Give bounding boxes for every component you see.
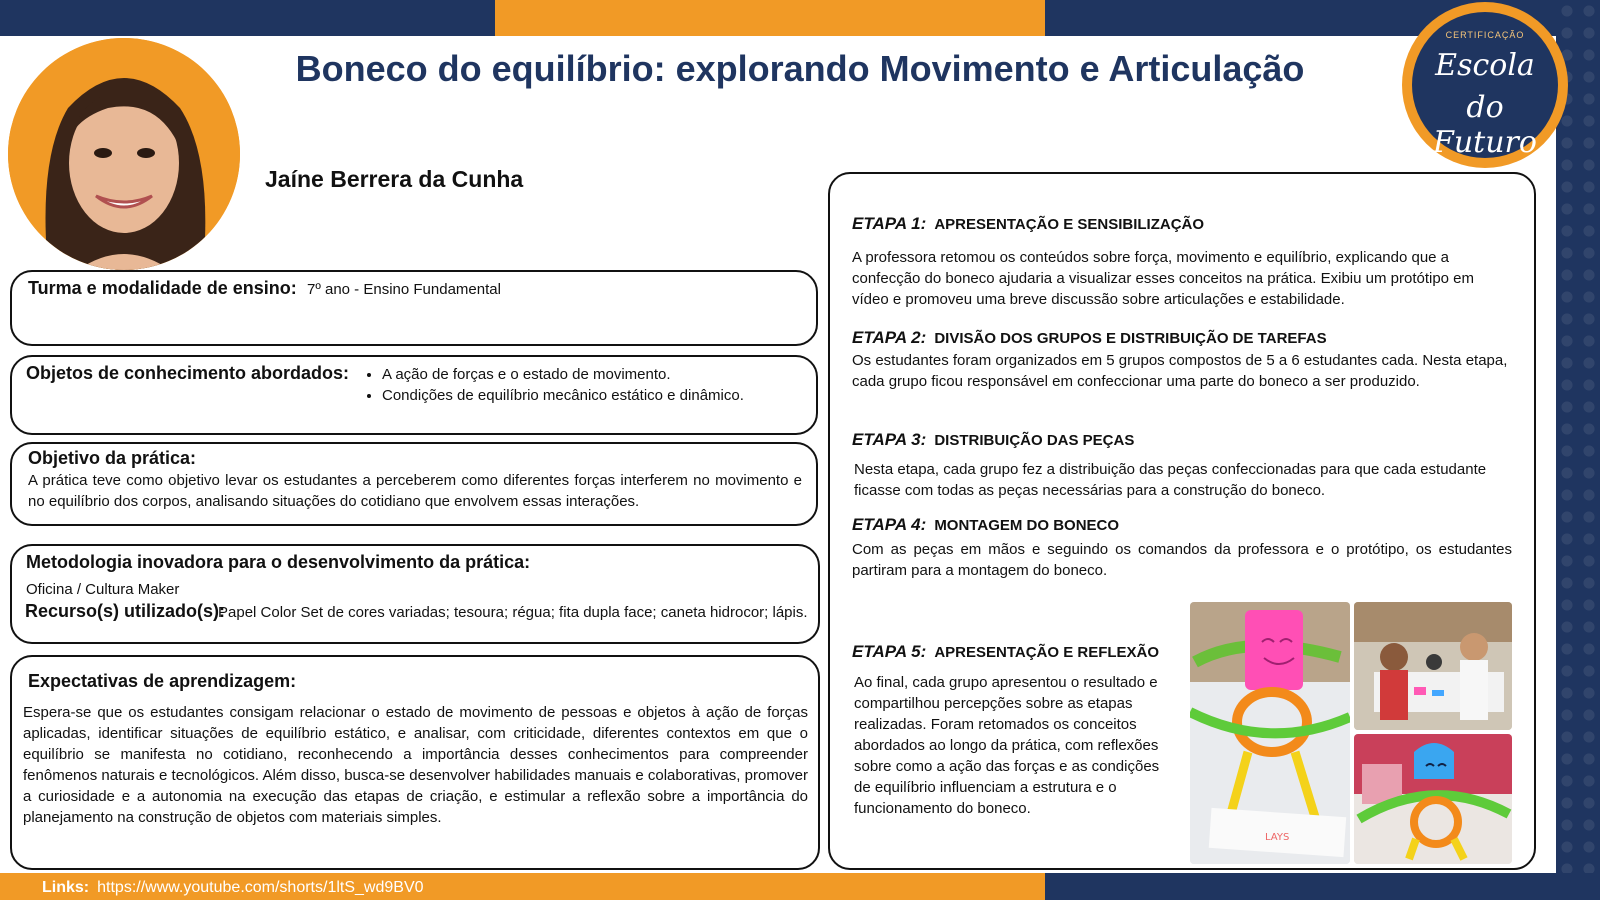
etapa3-text: Nesta etapa, cada grupo fez a distribuição das peças confeccionadas para que cada estudante ficasse com todas as peças necessárias para a construção do boneco. [854, 461, 1487, 499]
objetivo-box [10, 442, 818, 526]
metodologia-label: Metodologia inovadora para o desenvolvimento da prática: [26, 552, 531, 572]
etapa1-text: A professora retomou os conteúdos sobre força, movimento e equilíbrio, explicando que a confecção do boneco ajudaria a visualizar esses conceitos na prática. Exibiu um protótipo em vídeo e promoveu uma breve discussão sobre articulações e estabilidade. [852, 249, 1475, 308]
etapa4-title: MONTAGEM DO BONECO [934, 517, 1120, 534]
etapa3-heading [852, 430, 1134, 450]
author-name: Jaíne Berrera da Cunha [265, 166, 524, 192]
list-item: • A ação de forças e o estado de movimento. [382, 364, 744, 385]
etapa1-number: ETAPA 1: [852, 214, 927, 233]
objetivo-text: A prática teve como objetivo levar os estudantes a perceberem como diferentes forças interferem no movimento e no equilíbrio dos corpos, analisando situações do cotidiano que envolvem essas interações. [28, 472, 802, 510]
footer-navy-band [1045, 873, 1600, 900]
etapa2-text: Os estudantes foram organizados em 5 grupos compostos de 5 a 6 estudantes cada. Nesta etapa, cada grupo ficou responsável em confeccionar uma parte do boneco a ser produzido. [852, 352, 1508, 390]
badge-logo [1412, 12, 1558, 158]
author-photo [8, 38, 240, 270]
turma-value: 7º ano - Ensino Fundamental [307, 281, 501, 298]
expectativas-box [10, 655, 820, 870]
etapa2-number: ETAPA 2: [852, 328, 927, 347]
top-accent-band [495, 0, 1045, 36]
badge-certification: CERTIFICAÇÃO [1445, 30, 1525, 40]
objetos-list [382, 364, 744, 406]
expectativas-text: Espera-se que os estudantes consigam relacionar o estado de movimento de pessoas e objetos à ação de forças aplicadas, identificar situações de equilíbrio estático, e analisar, com criticidade, diferentes contextos em que o equilíbrio se manifesta no cotidiano, reconhecendo a importância desses conhecimentos para compreender fenômenos naturais e tecnológicos. Além disso, busca-se desenvolver habilidades manuais e colaborativas, promover a curiosidade e a autonomia na execução das etapas de criação, e estimular a reflexão sobre a importância do planejamento na construção de objetos com materiais simples. [23, 704, 808, 826]
etapa5-text: Ao final, cada grupo apresentou o resultado e compartilhou percepções sobre as etapas realizadas. Foram retomados os conceitos abordados ao longo da prática, com reflexões sobre como a ação das forças e as condições de equilíbrio influenciam a estrutura e o funcionamento do boneco. [854, 674, 1160, 817]
list-item: • Condições de equilíbrio mecânico estático e dinâmico. [382, 385, 744, 406]
recursos-label: Recurso(s) utilizado(s): [25, 601, 226, 621]
etapa1-heading [852, 214, 1204, 234]
etapa3-title: DISTRIBUIÇÃO DAS PEÇAS [934, 432, 1135, 449]
certification-badge [1402, 2, 1568, 168]
turma-label: Turma e modalidade de ensino: [28, 278, 297, 298]
metodologia-box [10, 544, 820, 644]
objetos-label: Objetos de conhecimento abordados: [26, 363, 350, 383]
etapa5-heading [852, 642, 1159, 662]
badge-line2: do Futuro [1433, 90, 1537, 160]
photo-collage [1190, 602, 1512, 864]
etapa4-heading [852, 515, 1119, 535]
etapa5-title: APRESENTAÇÃO E REFLEXÃO [934, 644, 1160, 661]
right-pattern-strip [1556, 0, 1600, 900]
page-title: Boneco do equilíbrio: explorando Movimento e Articulação [295, 48, 1305, 89]
photo-students [1354, 602, 1512, 730]
expectativas-label: Expectativas de aprendizagem: [28, 671, 297, 691]
etapa2-title: DIVISÃO DOS GRUPOS E DISTRIBUIÇÃO DE TAREFAS [934, 330, 1327, 347]
objetivo-label: Objetivo da prática: [28, 448, 197, 468]
etapa5-number: ETAPA 5: [852, 642, 927, 661]
video-link[interactable]: https://www.youtube.com/shorts/1ltS_wd9BV0 [97, 879, 424, 896]
etapa4-text: Com as peças em mãos e seguindo os comandos da professora e o protótipo, os estudantes partiram para a montagem do boneco. [852, 541, 1512, 579]
links-footer [42, 879, 424, 897]
recursos-value: Papel Color Set de cores variadas; tesoura; régua; fita dupla face; caneta hidrocor; lápis. [218, 604, 808, 621]
photo-boneco [1190, 602, 1350, 864]
badge-line1: Escola [1435, 48, 1535, 83]
metodologia-value: Oficina / Cultura Maker [26, 581, 180, 598]
photo-boneco-blue [1354, 734, 1512, 864]
etapa4-number: ETAPA 4: [852, 515, 927, 534]
etapa1-title: APRESENTAÇÃO E SENSIBILIZAÇÃO [934, 216, 1205, 233]
links-label: Links: [42, 879, 90, 896]
objetos-box [10, 355, 818, 435]
photo-name-label: LAYS [1265, 832, 1290, 843]
etapa3-number: ETAPA 3: [852, 430, 927, 449]
turma-box [10, 270, 818, 346]
etapa2-heading [852, 328, 1327, 348]
